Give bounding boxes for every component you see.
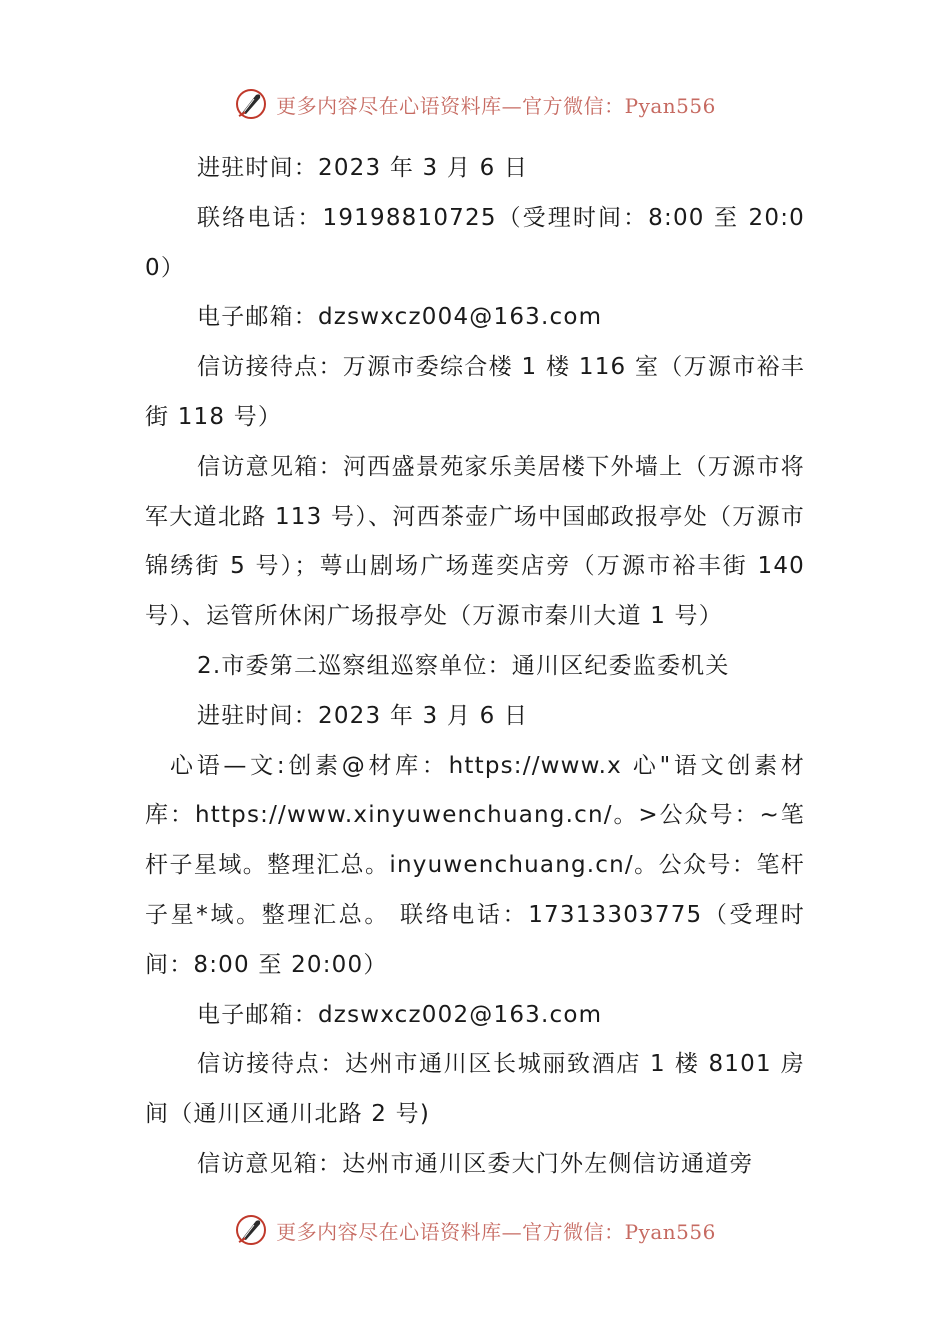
- paragraph-mailbox-2: 信访意见箱：达州市通川区委大门外左侧信访通道旁: [197, 1150, 754, 1177]
- paragraph-email-2: 电子邮箱：dzswxcz002@163.com: [197, 1001, 603, 1028]
- paragraph-phone: 联络电话：19198810725（受理时间：8:00 至 20:00）: [145, 204, 805, 281]
- header-banner: [0, 82, 950, 126]
- paragraph-entry-time: 进驻时间：2023 年 3 月 6 日: [197, 155, 529, 181]
- paragraph-section-2-heading: 2.市委第二巡察组巡察单位：通川区纪委监委机关: [197, 652, 730, 679]
- paragraph-entry-time-2: 进驻时间：2023 年 3 月 6 日: [197, 702, 529, 729]
- document-body: [145, 144, 805, 1190]
- quill-pen-circle-icon: [234, 1213, 268, 1247]
- quill-pen-circle-icon: [234, 87, 268, 121]
- header-banner-text: 更多内容尽在心语资料库—官方微信：Pyan556: [276, 93, 716, 118]
- paragraph-mailbox: 信访意见箱：河西盛景苑家乐美居楼下外墙上（万源市将军大道北路 113 号）、河西茶壶广场中国邮政报亭处（万源市锦绣街 5 号）；萼山剧场广场莲奕店旁（万源市裕丰街 140 号）、运管所休闲广场报亭处（万源市秦川大道 1 号）: [145, 453, 805, 630]
- paragraph-watermark-phone: 心语—文:创素@材库：https://www.x 心"语文创素材库：https://www.xinyuwenchuang.cn/。>公众号：~笔杆子星域。整理汇总。inyuwenchuang.cn/。公众号：笔杆子星*域。整理汇总。 联络电话：17313303775（受理时间：8:00 至 20:00）: [145, 752, 805, 978]
- footer-banner-text: 更多内容尽在心语资料库—官方微信：Pyan556: [276, 1219, 716, 1244]
- footer-banner: [0, 1208, 950, 1252]
- paragraph-reception: 信访接待点：万源市委综合楼 1 楼 116 室（万源市裕丰街 118 号）: [145, 354, 805, 430]
- paragraph-reception-2: 信访接待点：达州市通川区长城丽致酒店 1 楼 8101 房间（通川区通川北路 2 号): [145, 1051, 805, 1128]
- paragraph-email: 电子邮箱：dzswxcz004@163.com: [197, 304, 603, 331]
